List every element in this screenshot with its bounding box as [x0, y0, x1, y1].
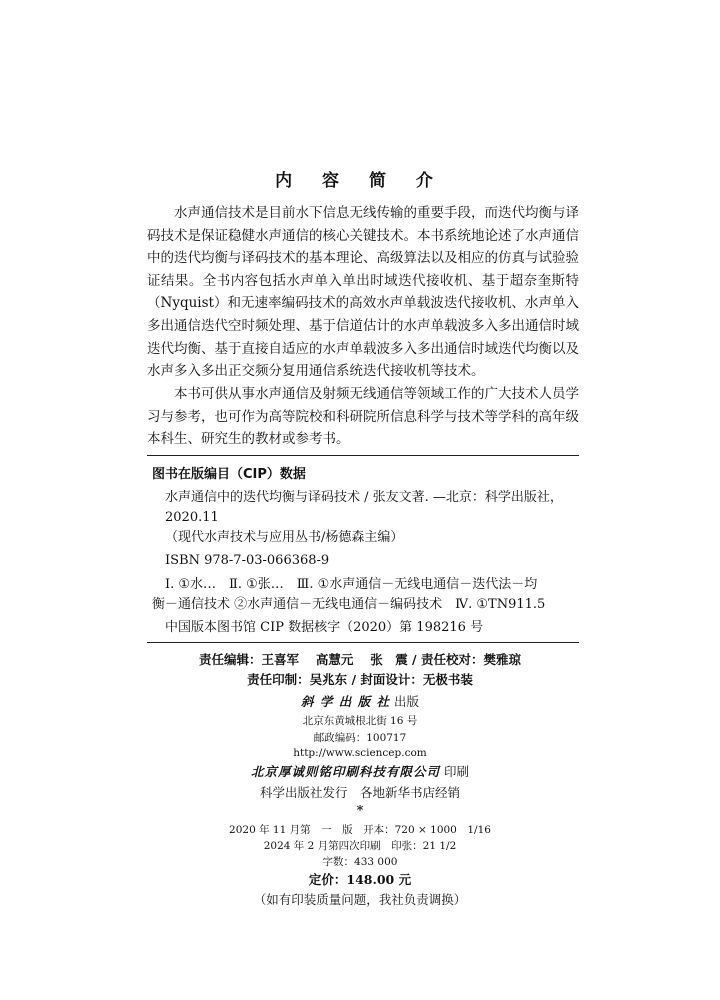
print-design-line: 责任印制：吴兆东 / 封面设计：无极书装 — [247, 672, 473, 687]
distribution-line: 科学出版社发行 各地新华书店经销 — [259, 785, 460, 800]
cip-heading: 图书在版编目（CIP）数据 — [152, 467, 306, 482]
publisher-website: http://www.sciencep.com — [293, 747, 427, 759]
price-line: 定价：148.00 元 — [308, 872, 412, 887]
cip-line-isbn: ISBN 978-7-03-066368-9 — [165, 553, 330, 568]
publisher-suffix: 出版 — [393, 694, 419, 709]
notice-line: （如有印装质量问题，我社负责调换） — [253, 892, 467, 907]
summary-paragraph-1: 水声通信技术是目前水下信息无线传输的重要手段，而迭代均衡与译码技术是保证稳健水声通信的核心关键技术。本书系统地论述了水声通信中的迭代均衡与译码技术的基本理论、高级算法以及相应的仿真与试验验证结果。全书内容包括水声单入单出时域迭代接收机、基于超奈奎斯特（Nyquist）和无速率编码技术的高效水声单载波迭代接收机、水声单入多出通信迭代空时频处理、基于信道估计的水声单载波多入多出通信时域迭代均衡、基于直接自适应的水声单载波多入多出通信时域迭代均衡以及水声多入多出正交频分复用通信系统迭代接收机等技术。 — [147, 205, 579, 380]
cip-line-year: 2020.11 — [165, 510, 219, 525]
publisher-address: 北京东黄城根北街 16 号 — [302, 715, 418, 727]
summary-title: 内 容 简 介 — [275, 171, 445, 191]
printer-name: 北京厚诚则铭印刷科技有限公司 — [250, 764, 440, 779]
publisher-postcode: 邮政编码：100717 — [313, 732, 407, 744]
printer-line — [0, 762, 720, 780]
cip-line-subjects-cont: 衡－通信技术 ②水声通信－无线电通信－编码技术 Ⅳ. ①TN911.5 — [152, 597, 546, 612]
cip-line-title: 水声通信中的迭代均衡与译码技术 / 张友文著. —北京：科学出版社， — [165, 490, 563, 505]
cip-line-subjects: Ⅰ. ①水… Ⅱ. ①张… Ⅲ. ①水声通信－无线电通信－迭代法－均 — [165, 577, 538, 592]
cip-line-series: （现代水声技术与应用丛书/杨德森主编） — [165, 530, 404, 545]
separator-star: * — [356, 802, 364, 817]
cip-top-rule — [147, 455, 579, 456]
edition-line: 2020 年 11 月第 一 版 开本：720 × 1000 1/16 — [229, 824, 491, 836]
publisher-line — [0, 692, 720, 710]
publisher-name: 斜 学 出 版 社 — [301, 694, 390, 709]
printer-suffix: 印刷 — [443, 764, 469, 779]
editors-line: 责任编辑：王喜军 高慧元 张 震 / 责任校对：樊雅琼 — [199, 652, 521, 667]
summary-paragraph-2: 本书可供从事水声通信及射频无线通信等领域工作的广大技术人员学习与参考，也可作为高等院校和科研院所信息科学与技术等学科的高年级本科生、研究生的教材或参考书。 — [147, 386, 579, 448]
printing-line: 2024 年 2 月第四次印刷 印张：21 1/2 — [263, 840, 457, 852]
word-count-line: 字数：433 000 — [322, 856, 398, 868]
cip-bottom-rule — [147, 642, 579, 643]
cip-line-record: 中国版本图书馆 CIP 数据核字（2020）第 198216 号 — [165, 620, 484, 635]
